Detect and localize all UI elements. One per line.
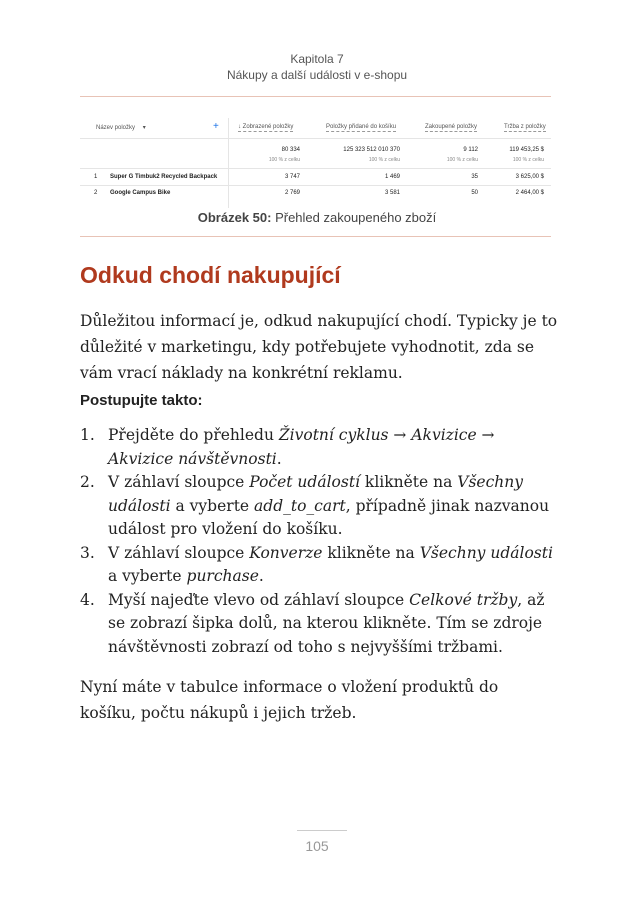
figure-purchased-items-table [80, 118, 551, 208]
column-header-item-name: Název položky ▾ [96, 125, 146, 131]
table-column-separator [228, 118, 229, 208]
step-number: 3. [80, 543, 95, 562]
column-header-views: ↓ Zobrazené položky [238, 124, 294, 130]
step-item [80, 589, 558, 660]
column-header-revenue: Tržba z položky [504, 124, 546, 130]
total-added: 125 323 512 010 370 [343, 147, 400, 153]
row-item-name: Google Campus Bike [110, 190, 171, 196]
row-views: 3 747 [284, 174, 300, 180]
intro-paragraph: Důležitou informací je, odkud nakupující chodí. Typicky je to důležité v marketingu, kdy potřebujete vyhodnotit, zda se vám vrací náklady na konkrétní reklamu. [80, 312, 558, 382]
table-totals-line [80, 168, 551, 169]
row-revenue: 3 625,00 $ [515, 174, 544, 180]
section-title: Odkud chodí nakupující [80, 262, 341, 288]
chapter-title: Nákupy a další události v e-shopu [226, 68, 408, 82]
caption-divider [80, 236, 551, 237]
step-text: Myší najeďte vlevo od záhlaví sloupce Celkové tržby, až se zobrazí šipka dolů, na kterou klikněte. Tím se zdroje návštěvnosti zobrazí od toho s nejvyššími tržbami. [108, 590, 545, 656]
row-added: 3 581 [384, 190, 400, 196]
figure-caption-label: Obrázek 50: [197, 210, 272, 225]
total-purchased: 9 112 [463, 147, 478, 153]
page-number-rule [297, 830, 347, 831]
step-number: 2. [80, 473, 95, 491]
total-purchased-percent: 100 % z celku [446, 157, 478, 163]
row-purchased: 35 [471, 174, 478, 180]
row-purchased: 50 [471, 190, 478, 196]
row-item-name: Super G Timbuk2 Recycled Backpack [110, 174, 218, 180]
step-text: V záhlaví sloupce Konverze klikněte na Všechny události a vyberte purchase. [108, 543, 553, 585]
row-index: 2 [94, 190, 98, 196]
table-header-line [80, 138, 551, 139]
column-header-purchased: Zakoupené položky [425, 124, 478, 130]
steps-list [80, 424, 558, 659]
total-views-percent: 100 % z celku [268, 157, 300, 163]
step-text: V záhlaví sloupce Počet událostí klikněte na Všechny události a vyberte add_to_cart, případně jinak nazvanou událost pro vložení do košíku. [108, 473, 550, 538]
row-index: 1 [94, 174, 98, 180]
total-added-percent: 100 % z celku [368, 157, 400, 163]
step-item [80, 424, 558, 471]
row-views: 2 769 [284, 190, 300, 196]
total-views: 80 334 [281, 147, 300, 153]
figure-caption [0, 210, 634, 225]
closing-paragraph: Nyní máte v tabulce informace o vložení produktů do košíku, počtu nákupů i jejich tržeb. [80, 678, 499, 722]
step-item [80, 542, 558, 589]
step-item [80, 471, 558, 542]
page-number: 105 [305, 838, 329, 854]
step-number: 1. [80, 426, 95, 444]
row-added: 1 469 [384, 174, 400, 180]
total-revenue-percent: 100 % z celku [512, 157, 544, 163]
row-revenue: 2 464,00 $ [515, 190, 544, 196]
table-row-line [80, 185, 551, 186]
step-number: 4. [80, 590, 95, 609]
sort-caret-icon: ▾ [142, 125, 146, 131]
total-revenue: 119 453,25 $ [509, 147, 544, 153]
header-divider [80, 96, 551, 97]
add-dimension-icon: + [213, 121, 219, 132]
steps-lead: Postupujte takto: [80, 392, 203, 409]
column-header-added-to-cart: Položky přidané do košíku [326, 124, 397, 130]
chapter-label: Kapitola 7 [290, 52, 344, 66]
step-text: Přejděte do přehledu Životní cyklus → Akvizice → Akvizice návštěvnosti. [108, 426, 495, 468]
figure-caption-text: Přehled zakoupeného zboží [271, 210, 437, 225]
